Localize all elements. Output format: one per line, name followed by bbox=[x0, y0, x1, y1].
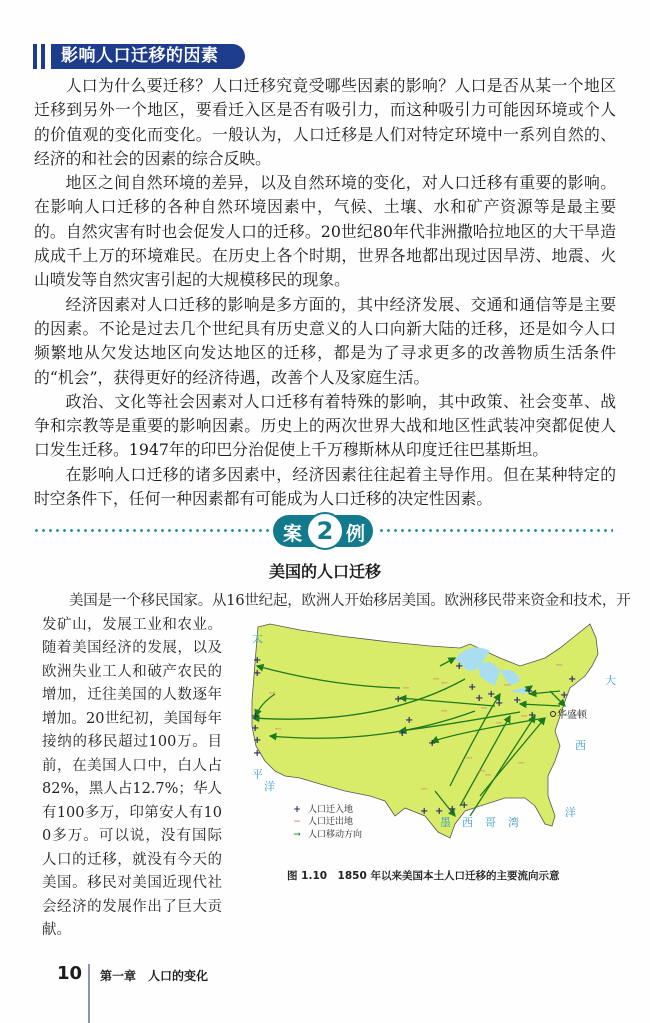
svg-text:+: + bbox=[468, 681, 477, 693]
heading-bar-decoration bbox=[33, 44, 37, 69]
svg-text:−: − bbox=[268, 687, 277, 699]
case-badge-right: 例 bbox=[346, 523, 366, 546]
svg-text:+: + bbox=[460, 799, 469, 811]
dotted-line bbox=[378, 529, 613, 532]
svg-text:−: − bbox=[432, 673, 441, 685]
case-divider bbox=[33, 515, 613, 547]
case-badge bbox=[273, 515, 373, 547]
svg-text:+: + bbox=[398, 727, 407, 739]
paragraph: 在影响人口迁移的诸多因素中，经济因素往往起着主导作用。但在某种特定的时空条件下，任何一种因素都有可能成为人口迁移的决定性因素。 bbox=[34, 464, 616, 509]
legend-item bbox=[286, 816, 362, 829]
svg-text:−: − bbox=[555, 659, 564, 671]
arrow-right-icon: → bbox=[293, 829, 301, 840]
svg-text:−: − bbox=[495, 717, 504, 729]
case-number: 2 bbox=[306, 512, 344, 550]
heading-bar-decoration bbox=[41, 44, 45, 69]
svg-text:−: − bbox=[503, 679, 512, 691]
case-column-text: 发矿山，发展工业和农业。随着美国经济的发展，以及欧洲失业工人和破产农民的增加，迁往美国的人数逐年增加。20世纪初，美国每年接纳的移民超过100万。目前，在美国人口中，白人占82%，黑人占12.7%；华人有100多万，印第安人有100多万。可以说，没有国际人口的迁移，就没有今天的美国。移民对美国近现代社会经济的发展作出了巨大贡献。 bbox=[42, 616, 222, 939]
case-body bbox=[42, 614, 650, 943]
section-body bbox=[34, 74, 616, 511]
svg-text:+: + bbox=[420, 805, 429, 817]
svg-text:−: − bbox=[517, 757, 526, 769]
svg-text:+: + bbox=[405, 714, 414, 726]
svg-text:−: − bbox=[520, 710, 529, 722]
legend-item bbox=[286, 829, 362, 842]
page-number: 10 bbox=[57, 962, 83, 984]
plus-icon: + bbox=[293, 804, 301, 815]
svg-text:+: + bbox=[253, 654, 262, 666]
svg-text:大: 大 bbox=[605, 673, 616, 687]
svg-text:+: + bbox=[253, 747, 262, 759]
svg-text:西: 西 bbox=[575, 738, 586, 752]
case-first-line: 美国是一个移民国家。从16世纪起，欧洲人开始移居美国。欧洲移民带来资金和技术，开 bbox=[69, 593, 631, 610]
svg-text:+: + bbox=[253, 734, 262, 746]
svg-text:+: + bbox=[525, 685, 534, 697]
legend-item bbox=[286, 804, 362, 817]
svg-text:−: − bbox=[478, 765, 487, 777]
svg-text:−: − bbox=[440, 705, 449, 717]
chapter-title: 第一章 人口的变化 bbox=[100, 968, 209, 983]
svg-text:−: − bbox=[440, 677, 449, 689]
figure-caption: 图 1.10 1850 年以来美国本土人口迁移的主要流向示意 bbox=[287, 869, 560, 882]
case-title: 美国的人口迁移 bbox=[268, 562, 381, 582]
svg-text:−: − bbox=[274, 723, 283, 735]
svg-text:+: + bbox=[448, 803, 457, 815]
svg-text:+: + bbox=[435, 805, 444, 817]
svg-text:−: − bbox=[484, 769, 493, 781]
svg-text:墨: 墨 bbox=[440, 815, 451, 829]
minus-icon: − bbox=[293, 817, 301, 828]
paragraph: 人口为什么要迁移？人口迁移究竟受哪些因素的影响？人口是否从某一个地区迁移到另外一个地区，要看迁入区是否有吸引力，而这种吸引力可能因环境或个人的价值观的变化而变化。一般认为，人口迁移是人们对特定环境中一系列自然的、经济的和社会的因素的综合反映。 bbox=[34, 76, 616, 168]
svg-text:+: + bbox=[251, 710, 260, 722]
svg-text:平: 平 bbox=[252, 767, 263, 781]
paragraph: 地区之间自然环境的差异，以及自然环境的变化，对人口迁移有重要的影响。在影响人口迁移的各种自然环境因素中，气候、土壤、水和矿产资源等是最主要的。自然灾害有时也会促发人口的迁移。20世纪80年代非洲撒哈拉地区的大干旱造成成千上万的环境难民。在历史上各个时期，世界各地都出现过因旱涝、地震、火山喷发等自然灾害引起的大规模移民的现象。 bbox=[34, 173, 616, 290]
svg-text:西: 西 bbox=[462, 815, 473, 829]
paragraph: 政治、文化等社会因素对人口迁移有着特殊的影响，其中政策、社会变革、战争和宗教等是重要的影响因素。历史上的两次世界大战和地区性武装冲突都促使人口发生迁移。1947年的印巴分治促使上千万穆斯林从印度迁往巴基斯坦。 bbox=[34, 391, 616, 460]
spacer bbox=[0, 943, 650, 963]
figure bbox=[250, 614, 650, 886]
svg-text:+: + bbox=[394, 693, 403, 705]
page-footer bbox=[0, 963, 650, 1023]
svg-text:太: 太 bbox=[252, 631, 263, 645]
svg-text:+: + bbox=[253, 667, 262, 679]
svg-text:−: − bbox=[402, 682, 411, 694]
svg-text:+: + bbox=[560, 689, 569, 701]
svg-text:−: − bbox=[465, 752, 474, 764]
footer-divider bbox=[88, 964, 90, 1023]
svg-text:+: + bbox=[428, 737, 437, 749]
paragraph: 经济因素对人口迁移的影响是多方面的，其中经济发展、交通和通信等是主要的因素。不论是过去几个世纪具有历史意义的人口向新大陆的迁移，还是如今人口频繁地从欠发达地区向发达地区的迁移，都是为了寻求更多的改善物质生活条件的“机会”，获得更好的经济待遇，改善个人及家庭生活。 bbox=[34, 294, 616, 387]
svg-text:湾: 湾 bbox=[508, 815, 519, 829]
svg-text:洋: 洋 bbox=[565, 805, 576, 819]
svg-text:+: + bbox=[455, 660, 464, 672]
legend-label: 人口迁入地 bbox=[308, 804, 354, 815]
section-heading bbox=[33, 44, 245, 69]
svg-text:−: − bbox=[480, 702, 489, 714]
svg-text:+: + bbox=[251, 722, 260, 734]
legend-label: 人口迁出地 bbox=[308, 817, 354, 828]
svg-text:哥: 哥 bbox=[485, 815, 496, 829]
svg-text:+: + bbox=[528, 709, 537, 721]
svg-text:+: + bbox=[495, 697, 504, 709]
svg-text:洋: 洋 bbox=[264, 779, 275, 793]
legend-label: 人口移动方向 bbox=[308, 829, 363, 840]
svg-text:+: + bbox=[568, 673, 577, 685]
svg-text:−: − bbox=[420, 783, 429, 795]
section-title: 影响人口迁移的因素 bbox=[51, 44, 245, 69]
dotted-line bbox=[33, 529, 269, 532]
case-badge-left: 案 bbox=[283, 523, 303, 546]
svg-text:+: + bbox=[487, 688, 496, 700]
svg-text:+: + bbox=[475, 692, 484, 704]
svg-text:+: + bbox=[513, 694, 522, 706]
map-legend bbox=[286, 804, 362, 842]
washington-label: 华盛顿 bbox=[557, 709, 587, 721]
